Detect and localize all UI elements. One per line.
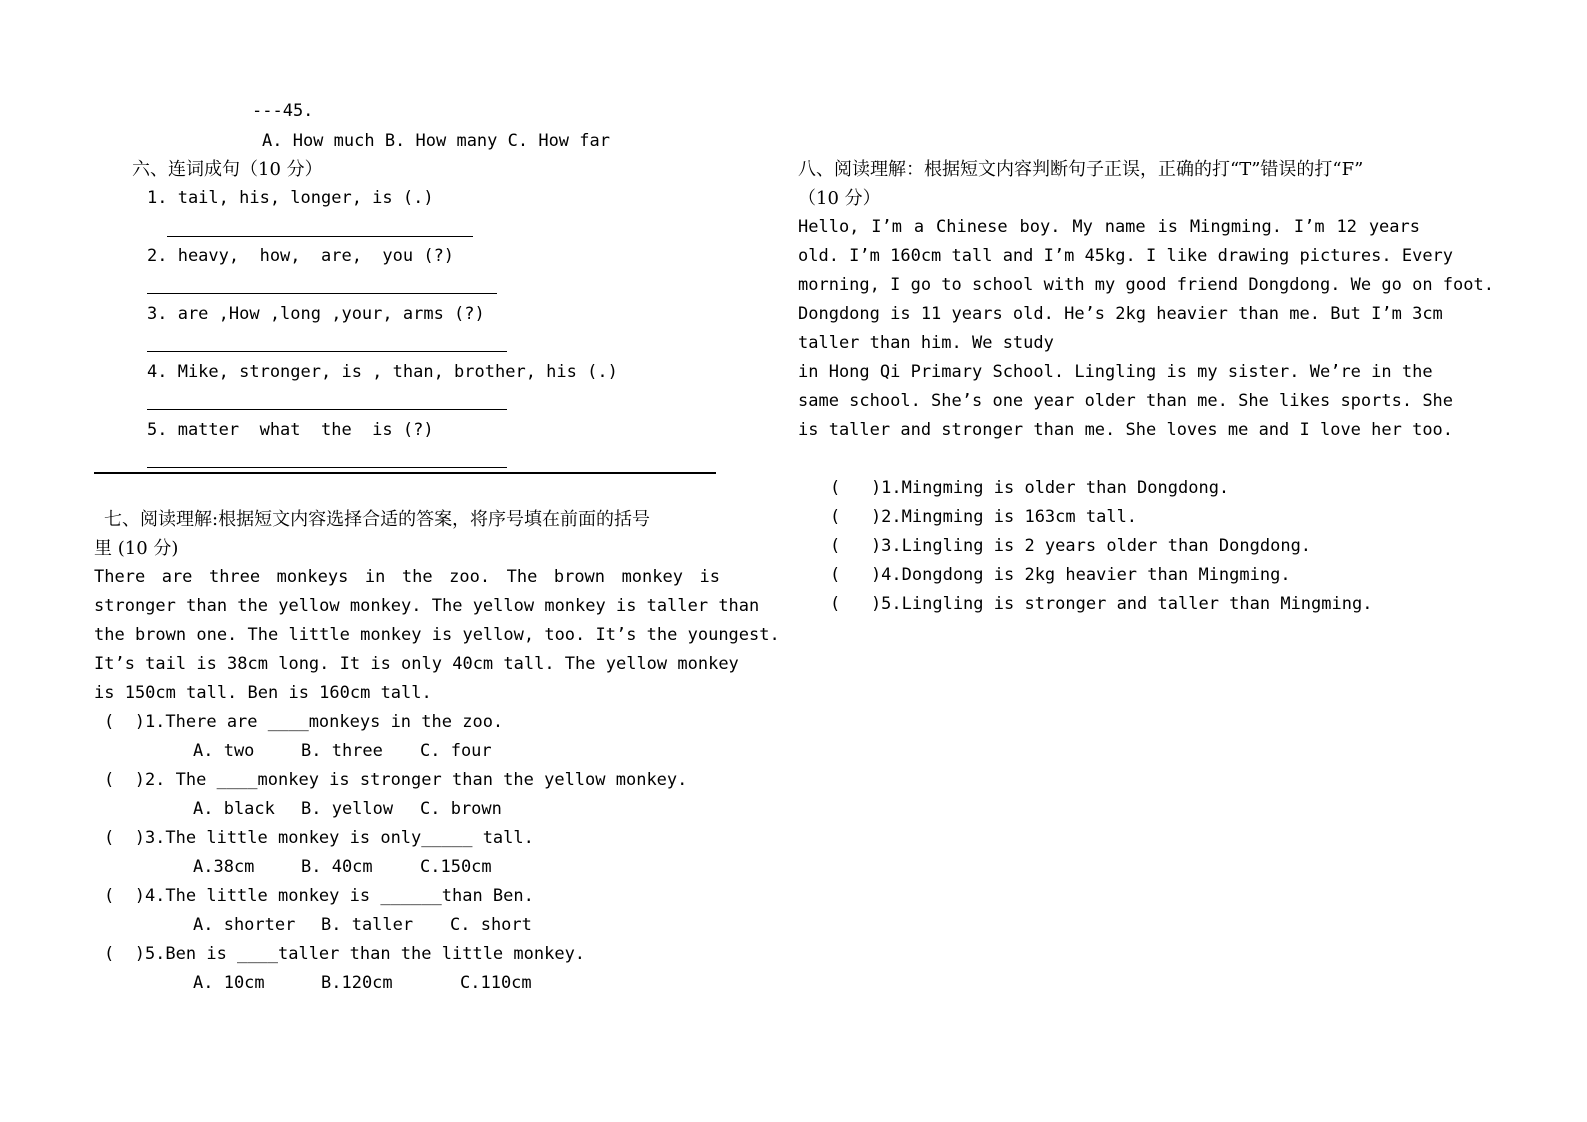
section7-q2-option-a: A. black — [193, 799, 275, 819]
section8-passage-line: in Hong Qi Primary School. Lingling is my sister. We’re in the — [798, 362, 1433, 382]
section6-answer-line-4[interactable] — [147, 409, 507, 410]
section7-question-3: ( )3.The little monkey is only_____ tall. — [104, 828, 534, 848]
section6-answer-line-1[interactable] — [167, 236, 473, 237]
section8-statement-1: ( )1.Mingming is older than Dongdong. — [830, 478, 1230, 498]
section7-q3-option-b: B. 40cm — [301, 857, 373, 877]
section7-passage-line: It’s tail is 38cm long. It is only 40cm tall. The yellow monkey — [94, 654, 739, 674]
section7-title-line2: 里 (10 分) — [94, 538, 179, 559]
section7-question-4: ( )4.The little monkey is ______than Ben. — [104, 886, 534, 906]
section7-question-1: ( )1.There are ____monkeys in the zoo. — [104, 712, 504, 732]
section8-title-line2: （10 分） — [798, 188, 881, 209]
section7-q2-option-b: B. yellow — [301, 799, 394, 819]
section7-passage-line: is 150cm tall. Ben is 160cm tall. — [94, 683, 432, 703]
section8-passage-line: old. I’m 160cm tall and I’m 45kg. I like drawing pictures. Every — [798, 246, 1454, 266]
section8-passage-line: is taller and stronger than me. She loves me and I love her too. — [798, 420, 1454, 440]
section8-passage-line: same school. She’s one year older than me. She likes sports. She — [798, 391, 1454, 411]
section6-answer-line-2[interactable] — [147, 293, 497, 294]
section7-q1-option-c: C. four — [420, 741, 492, 761]
section6-item-2: 2. heavy, how, are, you (?) — [147, 246, 455, 266]
section6-item-4: 4. Mike, stronger, is , than, brother, his (.) — [147, 362, 618, 382]
section8-statement-4: ( )4.Dongdong is 2kg heavier than Mingming. — [830, 565, 1291, 585]
section8-passage-line: Dongdong is 11 years old. He’s 2kg heavier than me. But I’m 3cm — [798, 304, 1443, 324]
section8-statement-5: ( )5.Lingling is stronger and taller than Mingming. — [830, 594, 1373, 614]
section7-q3-option-c: C.150cm — [420, 857, 492, 877]
section7-passage — [94, 563, 780, 708]
section6-item-5: 5. matter what the is (?) — [147, 420, 434, 440]
section7-q4-option-b: B. taller — [321, 915, 414, 935]
section7-q5-option-c: C.110cm — [460, 973, 532, 993]
section6-item-1: 1. tail, his, longer, is (.) — [147, 188, 434, 208]
section7-title-line1: 七、阅读理解:根据短文内容选择合适的答案，将序号填在前面的括号 — [104, 509, 651, 530]
section8-statement-3: ( )3.Lingling is 2 years older than Dongdong. — [830, 536, 1312, 556]
section6-title: 六、连词成句（10 分） — [132, 159, 323, 180]
section8-passage — [798, 213, 1494, 445]
section7-question-5: ( )5.Ben is ____taller than the little monkey. — [104, 944, 586, 964]
section8-statement-2: ( )2.Mingming is 163cm tall. — [830, 507, 1138, 527]
section7-passage-line: There are three monkeys in the zoo. The brown monkey is — [94, 567, 720, 587]
section6-answer-line-3[interactable] — [147, 351, 507, 352]
previous-answer-tail: ---45. — [252, 101, 314, 121]
section8-title-line1: 八、阅读理解：根据短文内容判断句子正误，正确的打“T”错误的打“F” — [798, 159, 1364, 180]
section7-q5-option-a: A. 10cm — [193, 973, 265, 993]
section6-answer-line-5[interactable] — [147, 467, 507, 468]
section7-q3-option-a: A.38cm — [193, 857, 255, 877]
section7-question-2: ( )2. The ____monkey is stronger than the yellow monkey. — [104, 770, 688, 790]
section7-q4-option-c: C. short — [450, 915, 532, 935]
section7-passage-line: stronger than the yellow monkey. The yellow monkey is taller than — [94, 596, 760, 616]
section7-q1-option-b: B. three — [301, 741, 383, 761]
section6-item-3: 3. are ,How ,long ,your, arms (?) — [147, 304, 485, 324]
section7-q4-option-a: A. shorter — [193, 915, 296, 935]
section7-q1-option-a: A. two — [193, 741, 255, 761]
section-divider — [94, 472, 716, 474]
previous-question-options: A. How much B. How many C. How far — [262, 131, 610, 151]
section8-passage-line: Hello, I’m a Chinese boy. My name is Mingming. I’m 12 years — [798, 217, 1420, 237]
section8-passage-line: morning, I go to school with my good friend Dongdong. We go on foot. — [798, 275, 1494, 295]
section8-passage-line: taller than him. We study — [798, 333, 1054, 353]
section7-q5-option-b: B.120cm — [321, 973, 393, 993]
section7-q2-option-c: C. brown — [420, 799, 502, 819]
section7-passage-line: the brown one. The little monkey is yellow, too. It’s the youngest. — [94, 625, 780, 645]
